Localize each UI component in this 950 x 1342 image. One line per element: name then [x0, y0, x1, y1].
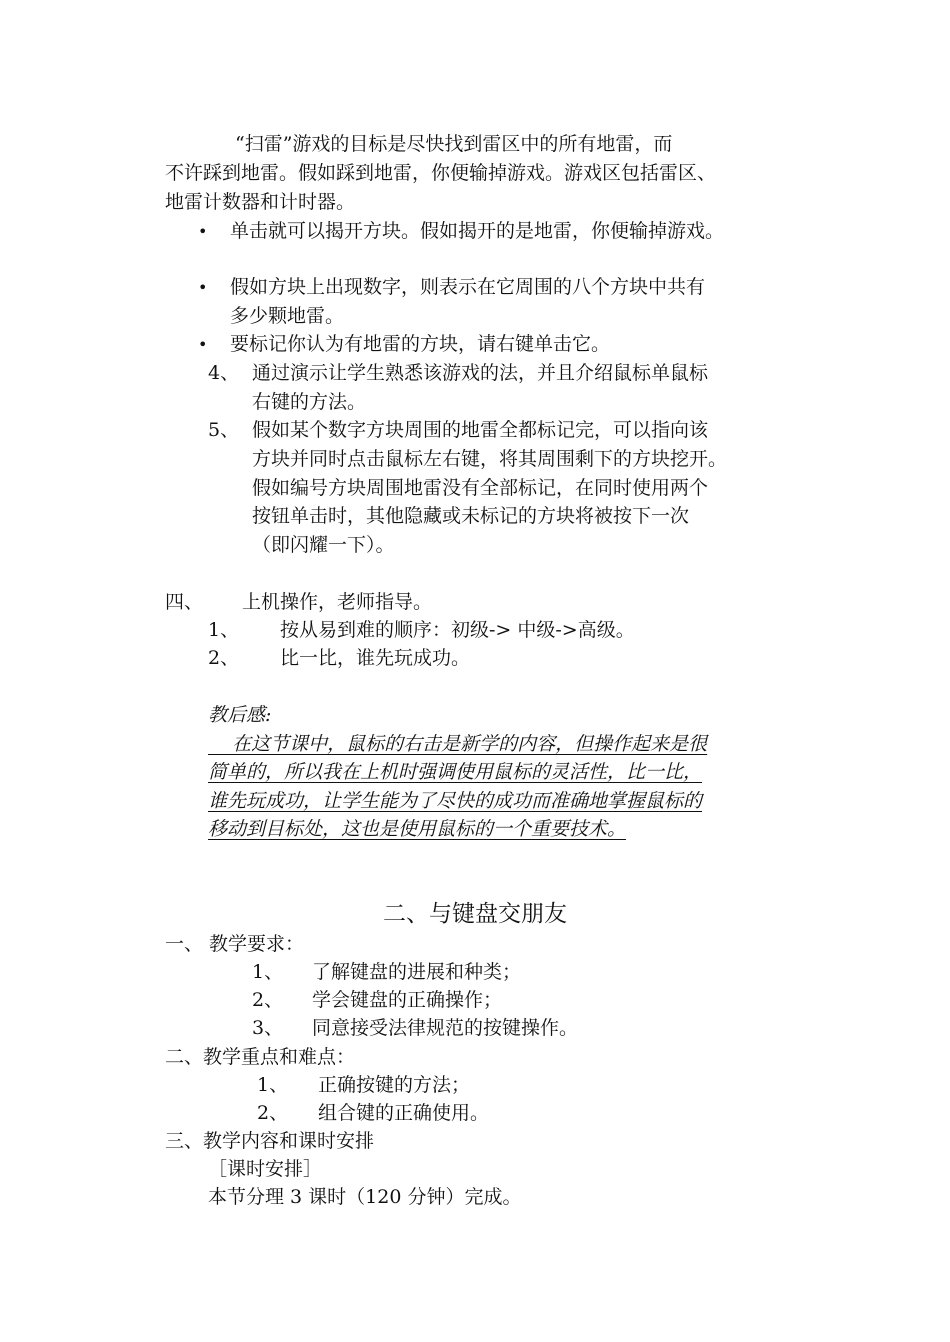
- section-1-item-3-number: 3、: [252, 1017, 284, 1039]
- bullet-dot: •: [198, 222, 208, 241]
- step-5-number: 5、: [208, 419, 240, 441]
- section-4-item-2-number: 2、: [208, 647, 240, 669]
- bullet-2-line-2: 多少颗地雷。: [230, 305, 345, 327]
- section-2-heading: 二、教学重点和难点：: [165, 1046, 356, 1068]
- section-4-item-1-number: 1、: [208, 619, 240, 641]
- intro-line-1: “扫雷”游戏的目标是尽快找到雷区中的所有地雷，而: [235, 133, 673, 155]
- section-1-item-3-text: 同意接受法律规范的按键操作。: [312, 1017, 579, 1039]
- step-5-line-1: 假如某个数字方块周围的地雷全都标记完，可以指向该: [252, 419, 709, 441]
- section-2-item-1-text: 正确按键的方法；: [318, 1074, 471, 1096]
- section-4-number: 四、: [165, 591, 204, 613]
- intro-line-2: 不许踩到地雷。假如踩到地雷，你便输掉游戏。游戏区包括雷区、: [165, 162, 717, 184]
- section-4-item-1-text: 按从易到难的顺序：初级-> 中级->高级。: [280, 619, 635, 641]
- schedule-text: 本节分理 3 课时（120 分钟）完成。: [208, 1186, 522, 1208]
- section-2-item-1-number: 1、: [257, 1074, 289, 1096]
- section-4-item-2-text: 比一比，谁先玩成功。: [280, 647, 471, 669]
- section-4-title: 上机操作，老师指导。: [242, 591, 433, 613]
- reflection-line-3: 谁先玩成功，让学生能为了尽快的成功而准确地掌握鼠标的: [208, 790, 703, 812]
- bullet-1-line-1: 单击就可以揭开方块。假如揭开的是地雷，你便输掉游戏。: [230, 220, 725, 242]
- bullet-3-line-1: 要标记你认为有地雷的方块，请右键单击它。: [230, 333, 611, 355]
- section-2-item-2-number: 2、: [257, 1102, 289, 1124]
- section-2-item-2-text: 组合键的正确使用。: [318, 1102, 490, 1124]
- step-5-line-2: 方块并同时点击鼠标左右键，将其周围剩下的方块挖开。: [252, 448, 728, 470]
- bullet-2-line-1: 假如方块上出现数字，则表示在它周围的八个方块中共有: [230, 276, 706, 298]
- section-1-item-2-text: 学会键盘的正确操作；: [312, 989, 503, 1011]
- section-1-item-1-number: 1、: [252, 961, 284, 983]
- reflection-line-1: 在这节课中，鼠标的右击是新学的内容，但操作起来是很: [208, 733, 708, 755]
- reflection-line-4: 移动到目标处，这也是使用鼠标的一个重要技术。: [208, 818, 627, 840]
- intro-line-3: 地雷计数器和计时器。: [165, 191, 356, 213]
- bullet-dot: •: [198, 278, 208, 297]
- chapter-title: 二、与键盘交朋友: [383, 901, 567, 927]
- step-5-line-3: 假如编号方块周围地雷没有全部标记，在同时使用两个: [252, 477, 709, 499]
- schedule-label: ［课时安排］: [208, 1158, 323, 1180]
- section-3-heading: 三、教学内容和课时安排: [165, 1130, 375, 1152]
- section-1-item-1-text: 了解键盘的进展和种类；: [312, 961, 522, 983]
- step-4-number: 4、: [208, 362, 240, 384]
- section-1-item-2-number: 2、: [252, 989, 284, 1011]
- reflection-label: 教后感:: [208, 704, 272, 726]
- section-1-heading: 一、 教学要求：: [165, 933, 305, 955]
- step-4-line-1: 通过演示让学生熟悉该游戏的法，并且介绍鼠标单鼠标: [252, 362, 709, 384]
- reflection-line-2: 简单的，所以我在上机时强调使用鼠标的灵活性，比一比，: [208, 761, 703, 783]
- bullet-dot: •: [198, 335, 208, 354]
- step-5-line-5: （即闪耀一下）。: [252, 534, 395, 556]
- step-5-line-4: 按钮单击时，其他隐藏或未标记的方块将被按下一次: [252, 505, 690, 527]
- step-4-line-2: 右键的方法。: [252, 391, 367, 413]
